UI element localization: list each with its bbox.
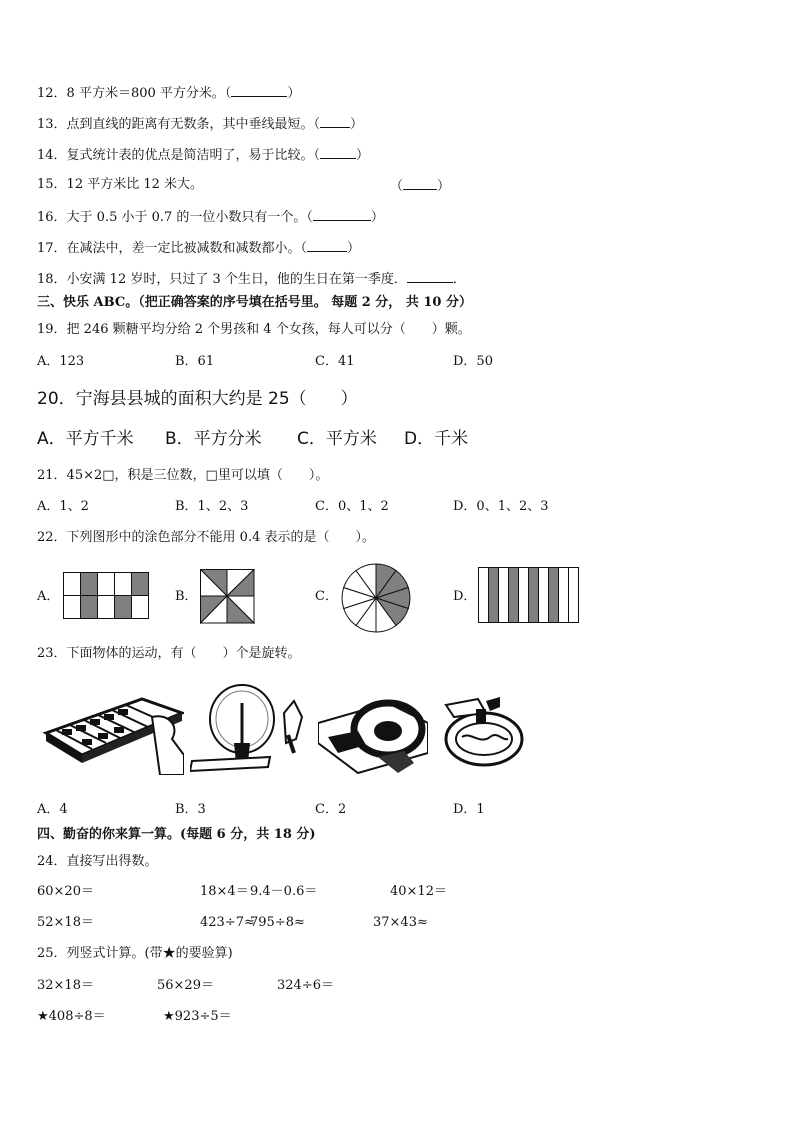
calc-item: 60×20＝ (37, 884, 94, 899)
question-text: 14．复式统计表的优点是简洁明了，易于比较。（ (37, 148, 321, 163)
question-text: 18．小安满 12 岁时，只过了 3 个生日，他的生日在第一季度． (37, 272, 407, 287)
section-4-heading: 四、勤奋的你来算一算。(每题 6 分，共 18 分) (37, 827, 316, 842)
section-3-heading: 三、快乐 ABC。（把正确答案的序号填在括号里。 每题 2 分， 共 10 分） (37, 295, 472, 310)
abacus-image (42, 683, 184, 775)
question-25: 25．列竖式计算。(带★的要验算) (37, 946, 233, 961)
answer-blank[interactable] (320, 145, 356, 159)
calc-item: 56×29＝ (157, 978, 214, 993)
question-24: 24．直接写出得数。 (37, 854, 158, 869)
cell-shaded (81, 596, 98, 619)
option-c[interactable]: C．41 (315, 354, 355, 369)
question-20: 20．宁海县县城的面积大约是 25（ ） (37, 389, 358, 409)
cell (64, 573, 81, 596)
option-d[interactable]: D．0、1、2、3 (453, 499, 549, 514)
star-icon: ★ (163, 1009, 175, 1024)
option-a[interactable]: A． (37, 589, 60, 604)
paren-close: ） (350, 117, 364, 132)
question-14 (37, 145, 369, 165)
option-d[interactable]: D． (453, 589, 477, 604)
answer-blank[interactable] (320, 114, 350, 128)
question-text: 13．点到直线的距离有无数条，其中垂线最短。（ (37, 117, 321, 132)
calc-item: 324÷6＝ (277, 978, 334, 993)
question-21: 21．45×2□，积是三位数，□里可以填（ ）。 (37, 468, 329, 483)
option-c[interactable]: C．2 (315, 802, 347, 817)
option-b[interactable]: B．61 (175, 354, 215, 369)
paren-close: ） (370, 210, 384, 225)
option-b[interactable]: B． (175, 589, 198, 604)
square-figure-b (200, 569, 255, 624)
sink-faucet-image (440, 683, 530, 775)
answer-blank[interactable] (407, 269, 453, 283)
option-d[interactable]: D．千米 (404, 429, 469, 449)
option-b[interactable]: B．1、2、3 (175, 499, 249, 514)
calc-item-starred (163, 1008, 232, 1026)
question-23: 23．下面物体的运动，有（ ）个是旋转。 (37, 646, 301, 661)
cell (98, 573, 115, 596)
calc-item: 52×18＝ (37, 915, 94, 930)
cell-shaded (132, 573, 149, 596)
option-a[interactable]: A．123 (37, 354, 85, 369)
cell-shaded (115, 596, 132, 619)
calc-item: 37×43≈ (373, 915, 428, 930)
steering-wheel-image (318, 683, 428, 775)
calc-item-starred (37, 1008, 106, 1026)
cell (64, 596, 81, 619)
question-15-answer (390, 176, 450, 196)
grid-figure-a (63, 572, 149, 620)
globe-image (190, 683, 310, 775)
cell (98, 596, 115, 619)
question-17 (37, 238, 360, 258)
question-text: 17．在减法中，差一定比被减数和减数都小。（ (37, 241, 308, 256)
cell (132, 596, 149, 619)
question-12 (37, 83, 300, 103)
calc-item: 32×18＝ (37, 978, 94, 993)
question-text: 15．12 平方米比 12 米大。 (37, 177, 204, 192)
answer-blank[interactable] (403, 176, 437, 190)
cell (115, 573, 132, 596)
option-b[interactable]: B．3 (175, 802, 206, 817)
question-15 (37, 176, 203, 194)
period: ． (452, 272, 466, 287)
paren-open: （ (390, 179, 404, 194)
question-16 (37, 207, 384, 227)
calc-item: 18×4＝ (200, 884, 249, 899)
calc-item: 9.4－0.6＝ (250, 884, 318, 899)
calc-item: 795÷8≈ (250, 915, 305, 930)
question-19: 19．把 246 颗糖平均分给 2 个男孩和 4 个女孩，每人可以分（ ）颗。 (37, 322, 471, 337)
paren-close: ） (356, 148, 370, 163)
answer-blank[interactable] (307, 238, 347, 252)
option-a[interactable]: A．1、2 (37, 499, 89, 514)
answer-blank[interactable] (313, 207, 371, 221)
strip-figure-d (478, 567, 580, 624)
question-text: 12．8 平方米＝800 平方分米。（ (37, 86, 232, 101)
option-d[interactable]: D．50 (453, 354, 493, 369)
paren-close: ） (437, 179, 451, 194)
calc-item: 40×12＝ (390, 884, 447, 899)
star-icon: ★ (37, 1009, 49, 1024)
option-c[interactable]: C． (315, 589, 338, 604)
question-13 (37, 114, 363, 134)
cell-shaded (81, 573, 98, 596)
question-18 (37, 269, 466, 289)
paren-close: ） (347, 241, 361, 256)
option-b[interactable]: B．平方分米 (165, 429, 262, 449)
calc-text: 408÷8＝ (48, 1009, 106, 1024)
option-a[interactable]: A．4 (37, 802, 68, 817)
option-a[interactable]: A．平方千米 (37, 429, 134, 449)
circle-figure-c (340, 562, 412, 634)
answer-blank[interactable] (231, 83, 287, 97)
question-text: 16．大于 0.5 小于 0.7 的一位小数只有一个。（ (37, 210, 313, 225)
paren-close: ） (287, 86, 301, 101)
option-d[interactable]: D．1 (453, 802, 485, 817)
option-c[interactable]: C．平方米 (297, 429, 377, 449)
calc-text: 923÷5＝ (174, 1009, 232, 1024)
calc-item: 423÷7≈ (200, 915, 255, 930)
question-22: 22．下列图形中的涂色部分不能用 0.4 表示的是（ ）。 (37, 530, 375, 545)
option-c[interactable]: C．0、1、2 (315, 499, 389, 514)
